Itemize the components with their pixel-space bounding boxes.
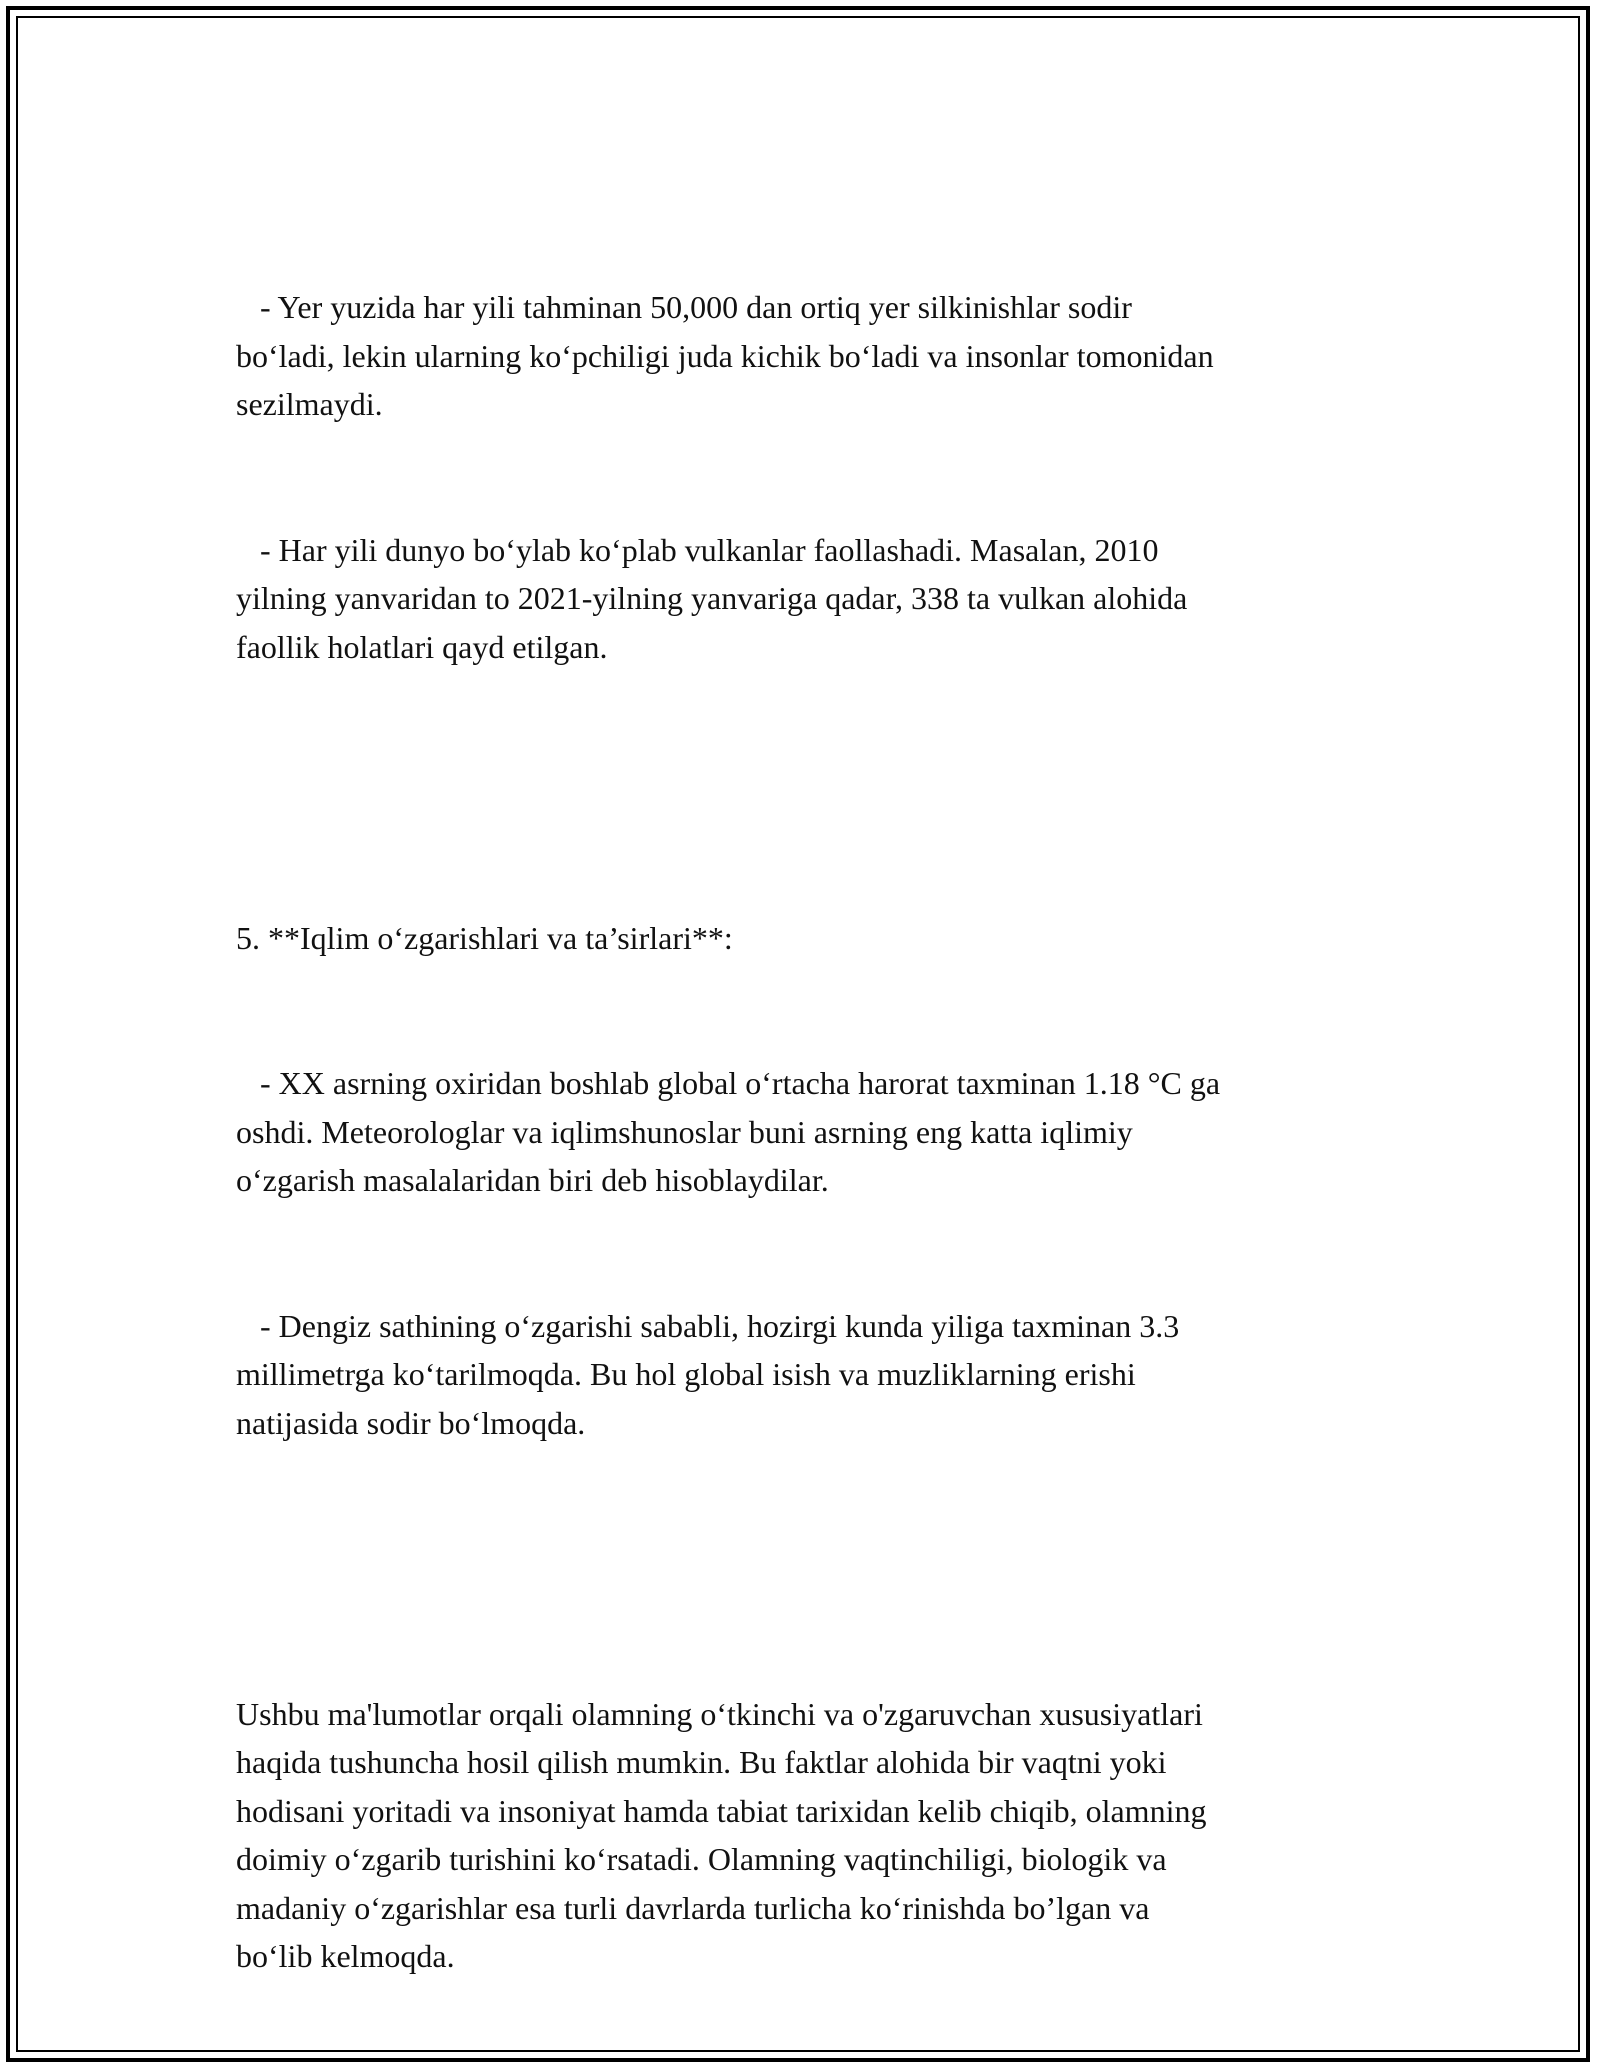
conclusion-paragraph: Ushbu ma'lumotlar orqali olamning o‘tkinchi va o'zgaruvchan xususiyatlari haqida tushuncha hosil qilish mumkin. Bu faktlar alohida bir vaqtni yoki hodisani yoritadi va insoniyat hamda tabiat tarixidan kelib chiqib, olamning doimiy o‘zgarib turishini ko‘rsatadi. Olamning vaqtinchiligi, biologik va madaniy o‘zgarishlar esa turli davrlarda turlicha ko‘rinishda bo’lgan va bo‘lib kelmoqda. [236, 1695, 1207, 1974]
sea-level-fact-item: - Dengiz sathining o‘zgarishi sababli, hozirgi kunda yiliga taxminan 3.3 millimetrga ko‘tarilmoqda. Bu hol global isish va muzliklarning erishi natijasida sodir bo‘lmoqda. [236, 1307, 1180, 1441]
document-body [236, 186, 1376, 2029]
earthquake-fact-item: - Yer yuzida har yili tahminan 50,000 dan ortiq yer silkinishlar sodir bo‘ladi, lekin ularning ko‘pchiligi juda kichik bo‘ladi va insonlar tomonidan sezilmaydi. [236, 289, 1214, 422]
paragraph-spacer [236, 1544, 1376, 1593]
temperature-fact-item: - XX asrning oxiridan boshlab global o‘rtacha harorat taxminan 1.18 °C ga oshdi. Meteorologlar va iqlimshunoslar buni asrning eng katta iqlimiy o‘zgarish masalalaridan biri deb hisoblaydilar. [236, 1065, 1221, 1198]
volcano-fact-item: - Har yili dunyo bo‘ylab ko‘plab vulkanlar faollashadi. Masalan, 2010 yilning yanvaridan to 2021-yilning yanvariga qadar, 338 ta vulkan alohida faollik holatlari qayd etilgan. [236, 531, 1188, 665]
climate-section-heading: 5. **Iqlim o‘zgarishlari va ta’sirlari**: [236, 919, 733, 956]
paragraph-spacer [236, 768, 1376, 817]
